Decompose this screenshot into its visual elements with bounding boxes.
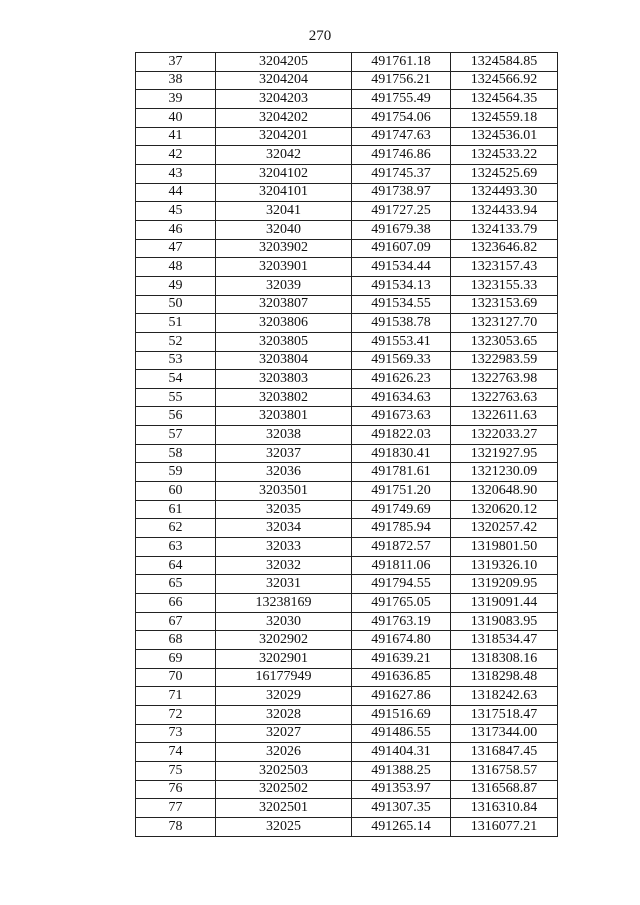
row-number-cell: 64 [136, 556, 216, 575]
x-coordinate-cell: 491822.03 [352, 426, 451, 445]
point-id-cell: 3203802 [216, 388, 352, 407]
x-coordinate-cell: 491516.69 [352, 705, 451, 724]
y-coordinate-cell: 1318242.63 [451, 687, 558, 706]
point-id-cell: 32027 [216, 724, 352, 743]
table-row [136, 332, 558, 351]
table-row [136, 314, 558, 333]
row-number-cell: 47 [136, 239, 216, 258]
table-row [136, 351, 558, 370]
row-number-cell: 46 [136, 220, 216, 239]
x-coordinate-cell: 491388.25 [352, 761, 451, 780]
table-row [136, 239, 558, 258]
y-coordinate-cell: 1321230.09 [451, 463, 558, 482]
point-id-cell: 3204102 [216, 164, 352, 183]
y-coordinate-cell: 1318308.16 [451, 650, 558, 669]
y-coordinate-cell: 1322983.59 [451, 351, 558, 370]
row-number-cell: 41 [136, 127, 216, 146]
point-id-cell: 3202902 [216, 631, 352, 650]
row-number-cell: 49 [136, 276, 216, 295]
y-coordinate-cell: 1322763.63 [451, 388, 558, 407]
point-id-cell: 32032 [216, 556, 352, 575]
point-id-cell: 3204203 [216, 90, 352, 109]
x-coordinate-cell: 491746.86 [352, 146, 451, 165]
row-number-cell: 57 [136, 426, 216, 445]
table-row [136, 575, 558, 594]
x-coordinate-cell: 491265.14 [352, 817, 451, 836]
x-coordinate-cell: 491765.05 [352, 594, 451, 613]
table-row [136, 500, 558, 519]
table-row [136, 127, 558, 146]
row-number-cell: 78 [136, 817, 216, 836]
table-row [136, 556, 558, 575]
table-row [136, 202, 558, 221]
y-coordinate-cell: 1316310.84 [451, 799, 558, 818]
table-row [136, 388, 558, 407]
x-coordinate-cell: 491353.97 [352, 780, 451, 799]
x-coordinate-cell: 491745.37 [352, 164, 451, 183]
page-number: 270 [308, 28, 332, 44]
y-coordinate-cell: 1316758.57 [451, 761, 558, 780]
y-coordinate-cell: 1321927.95 [451, 444, 558, 463]
table-row [136, 724, 558, 743]
point-id-cell: 3202501 [216, 799, 352, 818]
point-id-cell: 3202502 [216, 780, 352, 799]
table-row [136, 53, 558, 72]
row-number-cell: 63 [136, 538, 216, 557]
table-row [136, 463, 558, 482]
point-id-cell: 32030 [216, 612, 352, 631]
row-number-cell: 52 [136, 332, 216, 351]
x-coordinate-cell: 491727.25 [352, 202, 451, 221]
table-row [136, 538, 558, 557]
point-id-cell: 32040 [216, 220, 352, 239]
row-number-cell: 58 [136, 444, 216, 463]
x-coordinate-cell: 491747.63 [352, 127, 451, 146]
table-row [136, 164, 558, 183]
x-coordinate-cell: 491486.55 [352, 724, 451, 743]
y-coordinate-cell: 1324133.79 [451, 220, 558, 239]
row-number-cell: 50 [136, 295, 216, 314]
x-coordinate-cell: 491751.20 [352, 482, 451, 501]
x-coordinate-cell: 491534.55 [352, 295, 451, 314]
point-id-cell: 3203501 [216, 482, 352, 501]
y-coordinate-cell: 1319083.95 [451, 612, 558, 631]
x-coordinate-cell: 491534.44 [352, 258, 451, 277]
table-row [136, 276, 558, 295]
point-id-cell: 32036 [216, 463, 352, 482]
y-coordinate-cell: 1324493.30 [451, 183, 558, 202]
row-number-cell: 39 [136, 90, 216, 109]
row-number-cell: 71 [136, 687, 216, 706]
table-row [136, 780, 558, 799]
y-coordinate-cell: 1324433.94 [451, 202, 558, 221]
table-row [136, 519, 558, 538]
table-row [136, 668, 558, 687]
x-coordinate-cell: 491569.33 [352, 351, 451, 370]
point-id-cell: 32031 [216, 575, 352, 594]
point-id-cell: 3203804 [216, 351, 352, 370]
point-id-cell: 32034 [216, 519, 352, 538]
x-coordinate-cell: 491674.80 [352, 631, 451, 650]
table-row [136, 444, 558, 463]
point-id-cell: 32037 [216, 444, 352, 463]
point-id-cell: 32038 [216, 426, 352, 445]
table-row [136, 71, 558, 90]
table-row [136, 705, 558, 724]
y-coordinate-cell: 1318534.47 [451, 631, 558, 650]
point-id-cell: 32029 [216, 687, 352, 706]
y-coordinate-cell: 1324525.69 [451, 164, 558, 183]
coordinates-table-body [136, 53, 558, 837]
point-id-cell: 3202503 [216, 761, 352, 780]
table-row [136, 631, 558, 650]
y-coordinate-cell: 1320257.42 [451, 519, 558, 538]
point-id-cell: 32041 [216, 202, 352, 221]
point-id-cell: 13238169 [216, 594, 352, 613]
y-coordinate-cell: 1324584.85 [451, 53, 558, 72]
row-number-cell: 53 [136, 351, 216, 370]
x-coordinate-cell: 491763.19 [352, 612, 451, 631]
point-id-cell: 3204205 [216, 53, 352, 72]
x-coordinate-cell: 491755.49 [352, 90, 451, 109]
row-number-cell: 67 [136, 612, 216, 631]
y-coordinate-cell: 1323646.82 [451, 239, 558, 258]
x-coordinate-cell: 491538.78 [352, 314, 451, 333]
y-coordinate-cell: 1320648.90 [451, 482, 558, 501]
point-id-cell: 32025 [216, 817, 352, 836]
y-coordinate-cell: 1316847.45 [451, 743, 558, 762]
x-coordinate-cell: 491673.63 [352, 407, 451, 426]
row-number-cell: 51 [136, 314, 216, 333]
point-id-cell: 3203902 [216, 239, 352, 258]
table-row [136, 220, 558, 239]
point-id-cell: 3203901 [216, 258, 352, 277]
table-row [136, 258, 558, 277]
row-number-cell: 38 [136, 71, 216, 90]
table-row [136, 612, 558, 631]
table-row [136, 743, 558, 762]
y-coordinate-cell: 1320620.12 [451, 500, 558, 519]
row-number-cell: 76 [136, 780, 216, 799]
point-id-cell: 3203805 [216, 332, 352, 351]
x-coordinate-cell: 491627.86 [352, 687, 451, 706]
point-id-cell: 3204201 [216, 127, 352, 146]
x-coordinate-cell: 491754.06 [352, 108, 451, 127]
x-coordinate-cell: 491738.97 [352, 183, 451, 202]
point-id-cell: 3203803 [216, 370, 352, 389]
x-coordinate-cell: 491607.09 [352, 239, 451, 258]
y-coordinate-cell: 1322033.27 [451, 426, 558, 445]
x-coordinate-cell: 491794.55 [352, 575, 451, 594]
y-coordinate-cell: 1324559.18 [451, 108, 558, 127]
row-number-cell: 72 [136, 705, 216, 724]
y-coordinate-cell: 1322763.98 [451, 370, 558, 389]
point-id-cell: 32026 [216, 743, 352, 762]
row-number-cell: 45 [136, 202, 216, 221]
y-coordinate-cell: 1319209.95 [451, 575, 558, 594]
y-coordinate-cell: 1316568.87 [451, 780, 558, 799]
table-row [136, 594, 558, 613]
table-row [136, 817, 558, 836]
row-number-cell: 68 [136, 631, 216, 650]
row-number-cell: 77 [136, 799, 216, 818]
row-number-cell: 69 [136, 650, 216, 669]
table-row [136, 146, 558, 165]
table-row [136, 407, 558, 426]
row-number-cell: 60 [136, 482, 216, 501]
point-id-cell: 3203806 [216, 314, 352, 333]
table-row [136, 761, 558, 780]
row-number-cell: 55 [136, 388, 216, 407]
row-number-cell: 61 [136, 500, 216, 519]
row-number-cell: 43 [136, 164, 216, 183]
x-coordinate-cell: 491636.85 [352, 668, 451, 687]
row-number-cell: 75 [136, 761, 216, 780]
table-row [136, 370, 558, 389]
row-number-cell: 62 [136, 519, 216, 538]
y-coordinate-cell: 1319801.50 [451, 538, 558, 557]
x-coordinate-cell: 491553.41 [352, 332, 451, 351]
y-coordinate-cell: 1324533.22 [451, 146, 558, 165]
x-coordinate-cell: 491534.13 [352, 276, 451, 295]
point-id-cell: 16177949 [216, 668, 352, 687]
row-number-cell: 70 [136, 668, 216, 687]
table-row [136, 650, 558, 669]
table-row [136, 426, 558, 445]
point-id-cell: 3204204 [216, 71, 352, 90]
x-coordinate-cell: 491749.69 [352, 500, 451, 519]
x-coordinate-cell: 491785.94 [352, 519, 451, 538]
row-number-cell: 74 [136, 743, 216, 762]
x-coordinate-cell: 491830.41 [352, 444, 451, 463]
y-coordinate-cell: 1323153.69 [451, 295, 558, 314]
y-coordinate-cell: 1323127.70 [451, 314, 558, 333]
y-coordinate-cell: 1323053.65 [451, 332, 558, 351]
x-coordinate-cell: 491679.38 [352, 220, 451, 239]
y-coordinate-cell: 1319326.10 [451, 556, 558, 575]
row-number-cell: 65 [136, 575, 216, 594]
x-coordinate-cell: 491761.18 [352, 53, 451, 72]
point-id-cell: 3204202 [216, 108, 352, 127]
y-coordinate-cell: 1317344.00 [451, 724, 558, 743]
table-row [136, 482, 558, 501]
point-id-cell: 32028 [216, 705, 352, 724]
point-id-cell: 32033 [216, 538, 352, 557]
x-coordinate-cell: 491872.57 [352, 538, 451, 557]
y-coordinate-cell: 1318298.48 [451, 668, 558, 687]
y-coordinate-cell: 1316077.21 [451, 817, 558, 836]
point-id-cell: 32039 [216, 276, 352, 295]
x-coordinate-cell: 491634.63 [352, 388, 451, 407]
point-id-cell: 3203801 [216, 407, 352, 426]
row-number-cell: 48 [136, 258, 216, 277]
point-id-cell: 32042 [216, 146, 352, 165]
row-number-cell: 73 [136, 724, 216, 743]
x-coordinate-cell: 491639.21 [352, 650, 451, 669]
y-coordinate-cell: 1319091.44 [451, 594, 558, 613]
x-coordinate-cell: 491404.31 [352, 743, 451, 762]
table-row [136, 90, 558, 109]
y-coordinate-cell: 1323155.33 [451, 276, 558, 295]
x-coordinate-cell: 491781.61 [352, 463, 451, 482]
row-number-cell: 56 [136, 407, 216, 426]
point-id-cell: 3204101 [216, 183, 352, 202]
x-coordinate-cell: 491307.35 [352, 799, 451, 818]
y-coordinate-cell: 1317518.47 [451, 705, 558, 724]
row-number-cell: 54 [136, 370, 216, 389]
x-coordinate-cell: 491626.23 [352, 370, 451, 389]
row-number-cell: 37 [136, 53, 216, 72]
row-number-cell: 59 [136, 463, 216, 482]
point-id-cell: 3202901 [216, 650, 352, 669]
row-number-cell: 40 [136, 108, 216, 127]
y-coordinate-cell: 1324564.35 [451, 90, 558, 109]
row-number-cell: 44 [136, 183, 216, 202]
point-id-cell: 3203807 [216, 295, 352, 314]
table-row [136, 183, 558, 202]
y-coordinate-cell: 1324536.01 [451, 127, 558, 146]
point-id-cell: 32035 [216, 500, 352, 519]
y-coordinate-cell: 1323157.43 [451, 258, 558, 277]
coordinates-table [135, 52, 558, 837]
table-row [136, 108, 558, 127]
x-coordinate-cell: 491811.06 [352, 556, 451, 575]
x-coordinate-cell: 491756.21 [352, 71, 451, 90]
table-row [136, 295, 558, 314]
table-row [136, 687, 558, 706]
table-row [136, 799, 558, 818]
y-coordinate-cell: 1322611.63 [451, 407, 558, 426]
row-number-cell: 66 [136, 594, 216, 613]
row-number-cell: 42 [136, 146, 216, 165]
y-coordinate-cell: 1324566.92 [451, 71, 558, 90]
